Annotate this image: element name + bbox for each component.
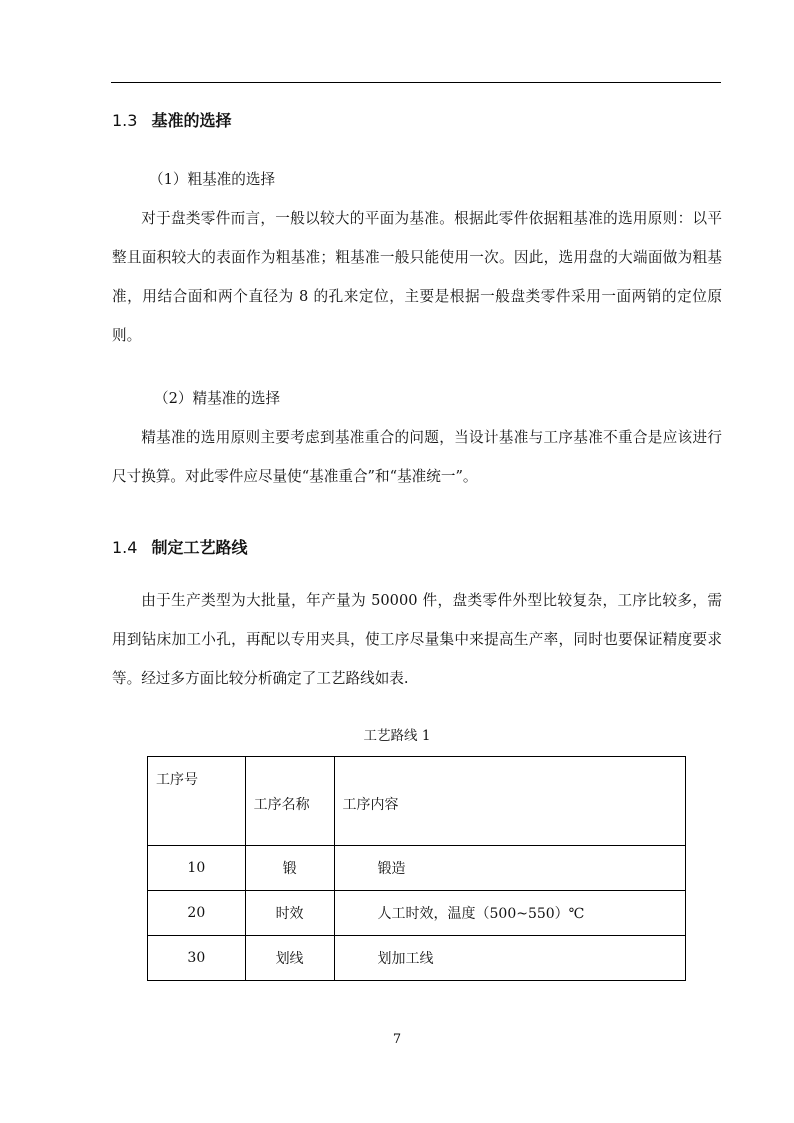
paragraph-rough-datum: 对于盘类零件而言，一般以较大的平面为基准。根据此零件依据粗基准的选用原则：以平整且面积较大的表面作为粗基准；粗基准一般只能使用一次。因此，选用盘的大端面做为粗基准，用结合面和两个直径为 8 的孔来定位，主要是根据一般盘类零件采用一面两销的定位原则。 xyxy=(112,210,722,344)
table-header-row xyxy=(148,757,686,846)
step-name-cell: 锻 xyxy=(245,846,334,891)
step-name-cell: 时效 xyxy=(245,891,334,936)
paragraph-fine-datum: 精基准的选用原则主要考虑到基准重合的问题，当设计基准与工序基准不重合是应该进行尺寸换算。对此零件应尽量使“基准重合”和“基准统一”。 xyxy=(112,429,722,485)
header-rule xyxy=(111,82,721,83)
subheading-rough-datum: （1）粗基准的选择 xyxy=(149,171,276,188)
table-caption: 工艺路线 1 xyxy=(363,728,431,744)
table-row xyxy=(148,891,686,936)
step-content-cell: 划加工线 xyxy=(334,936,686,981)
section-heading-1-4 xyxy=(112,535,247,558)
table-row xyxy=(148,846,686,891)
step-number-cell: 30 xyxy=(148,936,246,981)
section-title: 基准的选择 xyxy=(151,111,232,130)
section-number: 1.4 xyxy=(112,538,138,557)
header-cell: 工序号 xyxy=(148,757,246,846)
step-content-cell: 锻造 xyxy=(334,846,686,891)
step-number-cell: 10 xyxy=(148,846,246,891)
step-number-cell: 20 xyxy=(148,891,246,936)
subheading-fine-datum: （2）精基准的选择 xyxy=(154,390,281,407)
paragraph-process-route: 由于生产类型为大批量，年产量为 50000 件，盘类零件外型比较复杂，工序比较多，需用到钻床加工小孔，再配以专用夹具，使工序尽量集中来提高生产率，同时也要保证精度要求等。经过多方面比较分析确定了工艺路线如表. xyxy=(112,592,722,687)
header-cell: 工序内容 xyxy=(334,757,686,846)
header-cell: 工序名称 xyxy=(245,757,334,846)
process-route-table xyxy=(147,756,686,981)
step-content-cell: 人工时效，温度（500~550）℃ xyxy=(334,891,686,936)
section-heading-1-3 xyxy=(112,108,231,131)
section-title: 制定工艺路线 xyxy=(151,538,248,557)
step-name-cell: 划线 xyxy=(245,936,334,981)
page-number: 7 xyxy=(392,1032,402,1047)
table-row xyxy=(148,936,686,981)
section-number: 1.3 xyxy=(112,111,138,130)
